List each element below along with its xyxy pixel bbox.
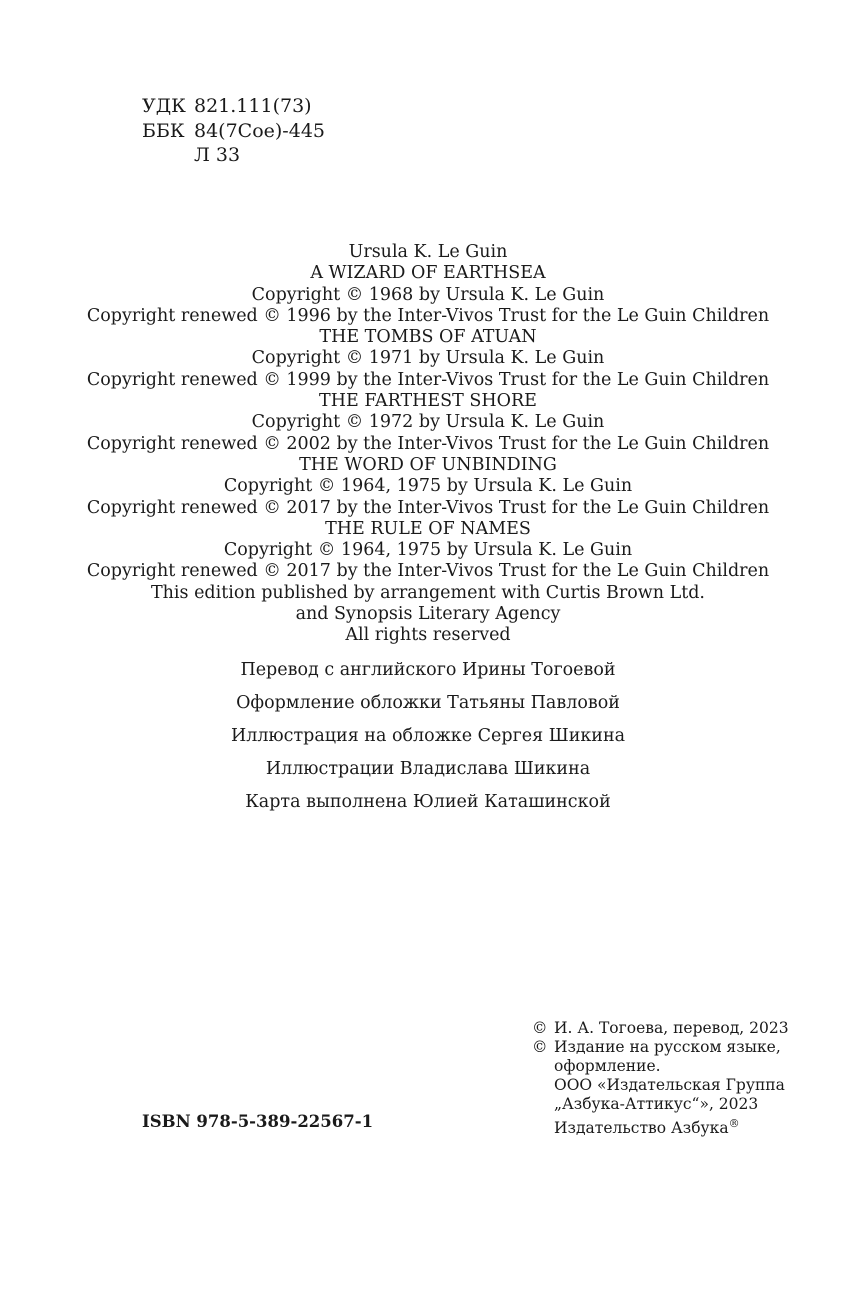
copyright-renewed-line: Copyright renewed © 2017 by the Inter-Vivos Trust for the Le Guin Children bbox=[86, 561, 770, 582]
bbk-row bbox=[142, 119, 325, 144]
udk-value: 821.111(73) bbox=[194, 95, 312, 117]
registered-mark: ® bbox=[728, 1117, 740, 1130]
russian-rights-block bbox=[532, 1019, 789, 1138]
copyright-line: Copyright © 1964, 1975 by Ursula K. Le Guin bbox=[223, 540, 633, 561]
book-title: THE RULE OF NAMES bbox=[325, 518, 531, 539]
author-mark: Л 33 bbox=[194, 144, 241, 166]
copyright-credits bbox=[0, 242, 856, 647]
translator-credit: Перевод с английского Ирины Тогоевой bbox=[240, 660, 616, 680]
bbk-label: ББК bbox=[142, 119, 185, 142]
udk-row bbox=[142, 94, 325, 119]
book-title: THE TOMBS OF ATUAN bbox=[319, 327, 537, 348]
copyright-renewed-line: Copyright renewed © 2017 by the Inter-Vivos Trust for the Le Guin Children bbox=[86, 497, 770, 518]
arrangement-line: This edition published by arrangement with Curtis Brown Ltd. bbox=[150, 582, 705, 603]
book-title: A WIZARD OF EARTHSEA bbox=[310, 263, 546, 284]
rights-reserved: All rights reserved bbox=[345, 625, 511, 646]
cover-design-credit: Оформление обложки Татьяны Павловой bbox=[236, 693, 620, 713]
copyright-line: Copyright © 1971 by Ursula K. Le Guin bbox=[251, 348, 605, 369]
copyright-symbol: © bbox=[532, 1038, 548, 1056]
udk-label: УДК bbox=[142, 95, 186, 117]
book-title: THE WORD OF UNBINDING bbox=[299, 454, 557, 475]
publisher-line bbox=[554, 1114, 785, 1138]
edition-rights-line: „Азбука-Аттикус“», 2023 bbox=[554, 1095, 759, 1113]
edition-rights-line: оформление. bbox=[554, 1057, 661, 1075]
edition-staff bbox=[0, 660, 856, 825]
copyright-line: Copyright © 1964, 1975 by Ursula K. Le Guin bbox=[223, 476, 633, 497]
author-name: Ursula K. Le Guin bbox=[348, 242, 508, 262]
book-title: THE FARTHEST SHORE bbox=[319, 391, 537, 412]
copyright-symbol: © bbox=[532, 1019, 548, 1037]
cover-illustration-credit: Иллюстрация на обложке Сергея Шикина bbox=[230, 726, 626, 746]
edition-rights-line: Издание на русском языке, bbox=[554, 1038, 781, 1056]
copyright-renewed-line: Copyright renewed © 2002 by the Inter-Vivos Trust for the Le Guin Children bbox=[86, 433, 770, 454]
publisher-name: Издательство Азбука bbox=[554, 1119, 729, 1137]
edition-rights-line: ООО «Издательская Группа bbox=[554, 1076, 785, 1094]
bbk-value: 84(7Сое)-445 bbox=[194, 119, 325, 142]
copyright-renewed-line: Copyright renewed © 1996 by the Inter-Vivos Trust for the Le Guin Children bbox=[86, 305, 770, 326]
illustrations-credit: Иллюстрации Владислава Шикина bbox=[265, 759, 591, 779]
copyright-line: Copyright © 1968 by Ursula K. Le Guin bbox=[251, 284, 605, 305]
copyright-renewed-line: Copyright renewed © 1999 by the Inter-Vivos Trust for the Le Guin Children bbox=[86, 369, 770, 390]
copyright-line: Copyright © 1972 by Ursula K. Le Guin bbox=[251, 412, 605, 433]
isbn: ISBN 978-5-389-22567-1 bbox=[142, 1112, 374, 1131]
agency-line: and Synopsis Literary Agency bbox=[295, 604, 561, 625]
classification-block bbox=[142, 94, 325, 168]
map-credit: Карта выполнена Юлией Каташинской bbox=[245, 792, 611, 812]
translation-rights-text: И. А. Тогоева, перевод, 2023 bbox=[554, 1019, 789, 1037]
edition-rights bbox=[532, 1038, 789, 1138]
translation-rights bbox=[532, 1019, 789, 1038]
